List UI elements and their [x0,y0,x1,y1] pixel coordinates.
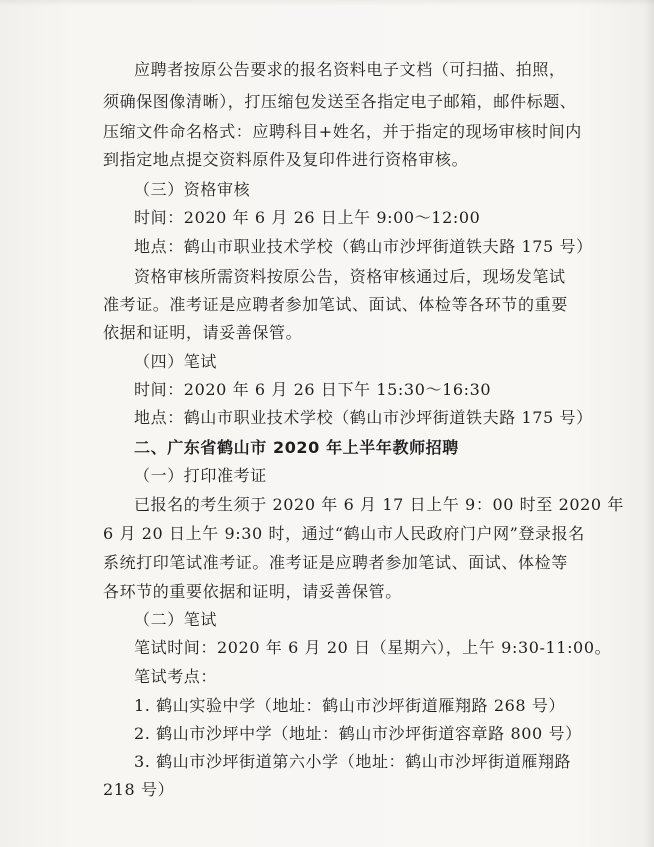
exam-venue-item-continued: 218 号） [103,780,175,799]
main-heading: 二、广东省鹤山市 2020 年上半年教师招聘 [134,438,459,457]
location-line: 地点：鹤山市职业技术学校（鹤山市沙坪街道铁夫路 175 号） [134,237,593,256]
section-heading: （四）笔试 [134,352,218,371]
paragraph-line: 各环节的重要依据和证明，请妥善保管。 [103,582,402,601]
exam-venue-item: 3. 鹤山市沙坪街道第六小学（地址：鹤山市沙坪街道雁翔路 [134,752,572,771]
paragraph-line: 资格审核所需资料按原公告，资格审核通过后，现场发笔试 [134,267,566,286]
exam-venue-item: 1. 鹤山实验中学（地址：鹤山市沙坪街道雁翔路 268 号） [134,696,566,715]
paragraph-line: 已报名的考生须于 2020 年 6 月 17 日上午 9：00 时至 2020 年 [134,495,624,514]
section-heading: （一）打印准考证 [134,466,267,485]
exam-venue-item: 2. 鹤山市沙坪中学（地址：鹤山市沙坪街道容章路 800 号） [134,724,582,743]
paragraph-line: 压缩文件命名格式：应聘科目+姓名，并于指定的现场审核时间内 [103,122,582,141]
exam-venues-label: 笔试考点： [134,667,218,686]
page-shadow-right [644,0,654,847]
section-heading: （三）资格审核 [134,180,251,199]
time-line: 时间：2020 年 6 月 26 日下午 15:30～16:30 [134,380,492,399]
page-shadow-top [0,0,654,6]
paragraph-line: 应聘者按原公告要求的报名资料电子文档（可扫描、拍照， [134,60,566,79]
paragraph-line: 到指定地点提交资料原件及复印件进行资格审核。 [103,150,469,169]
location-line: 地点：鹤山市职业技术学校（鹤山市沙坪街道铁夫路 175 号） [134,408,593,427]
paragraph-line: 系统打印笔试准考证。准考证是应聘者参加笔试、面试、体检等 [103,553,568,572]
exam-time-line: 笔试时间：2020 年 6 月 20 日（星期六），上午 9:30-11:00。 [134,638,612,657]
paragraph-line: 须确保图像清晰），打压缩包发送至各指定电子邮箱，邮件标题、 [103,92,577,111]
time-line: 时间：2020 年 6 月 26 日上午 9:00～12:00 [134,208,481,227]
paragraph-line: 依据和证明，请妥善保管。 [103,323,303,342]
paragraph-line: 6 月 20 日上午 9:30 时，通过“鹤山市人民政府门户网”登录报名 [103,524,585,543]
section-heading: （二）笔试 [134,610,218,629]
paragraph-line: 准考证。准考证是应聘者参加笔试、面试、体检等各环节的重要 [103,295,568,314]
